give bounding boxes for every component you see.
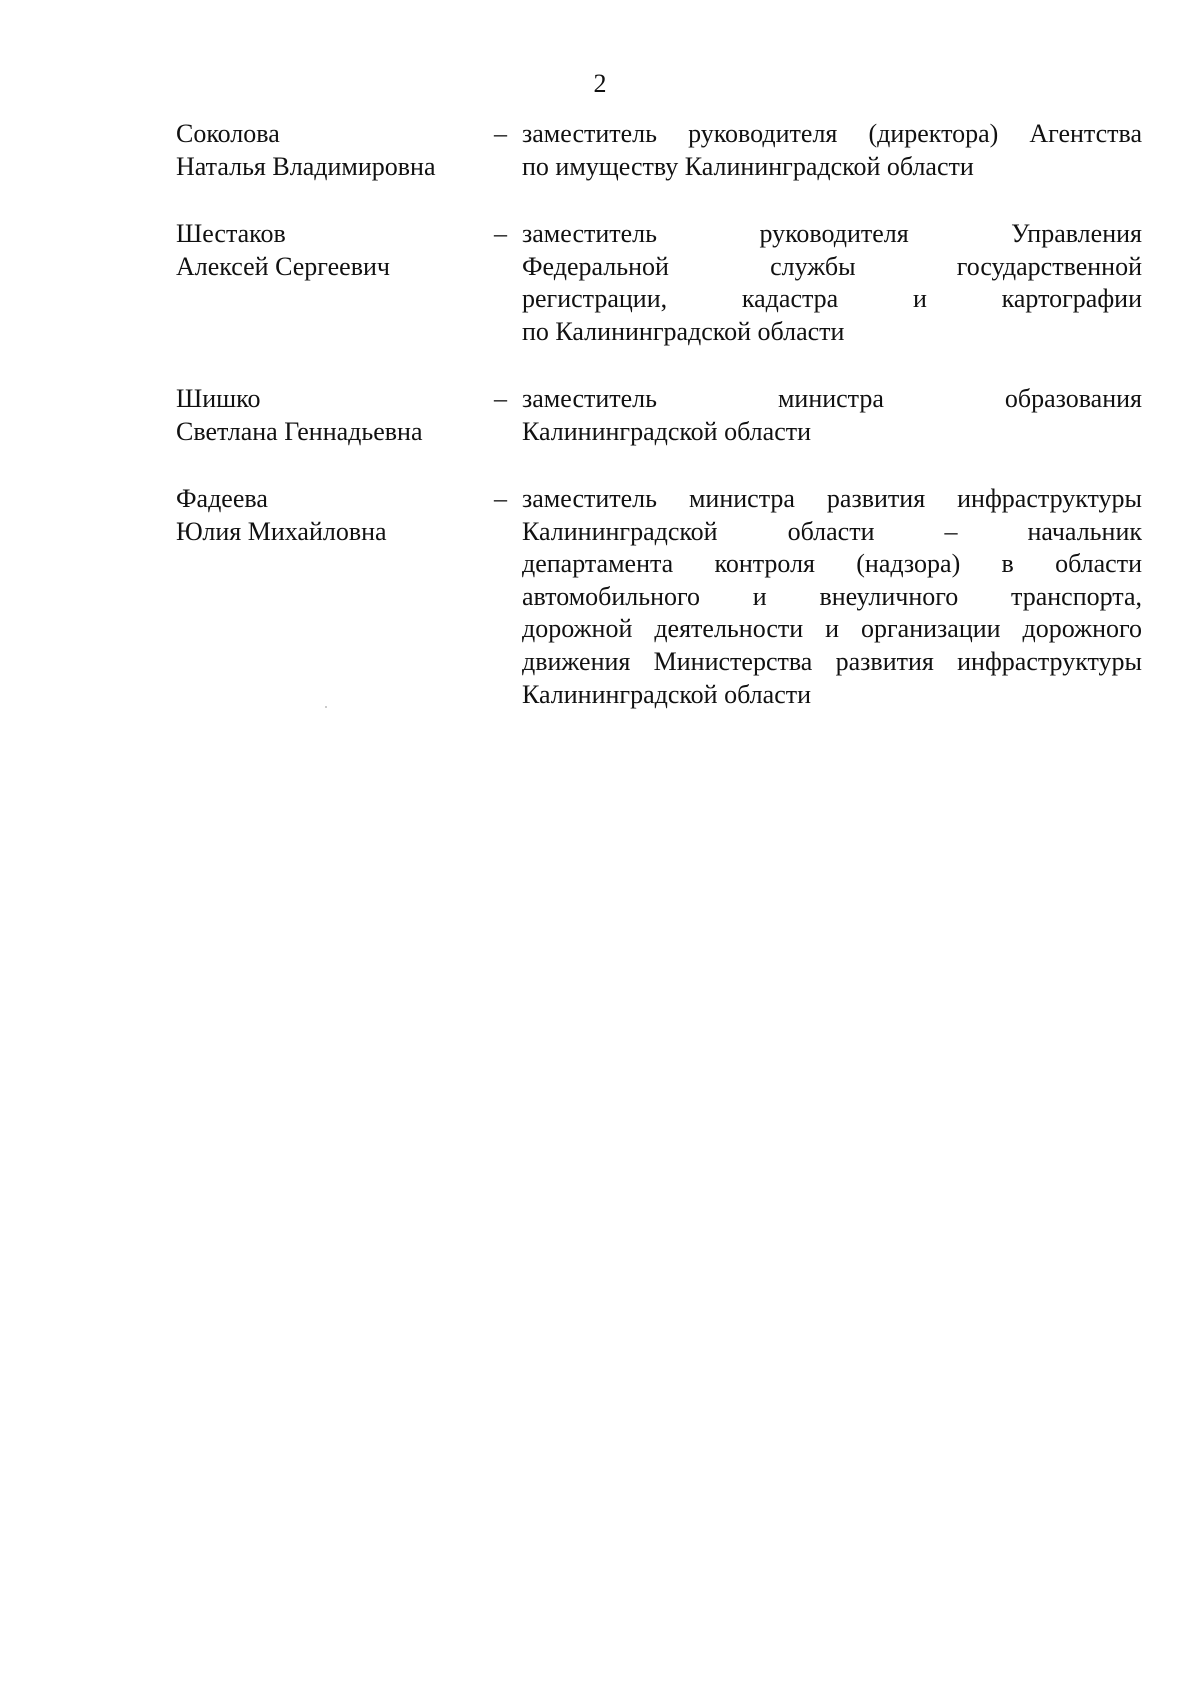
member-surname: Шишко (176, 384, 261, 413)
role-line: по имуществу Калининградской области (522, 151, 974, 181)
member-surname: Шестаков (176, 219, 286, 248)
member-given-name: Наталья Владимировна (176, 151, 436, 181)
member-given-name: Светлана Геннадьевна (176, 416, 423, 446)
role-line: заместитель руководителя Управления (522, 219, 1142, 248)
separator-dash: – (494, 119, 507, 148)
role-line: Калининградской области (522, 679, 812, 709)
role-line: по Калининградской области (522, 316, 845, 346)
scan-speck (325, 706, 327, 708)
member-role (522, 383, 1142, 448)
member-role (522, 483, 1142, 711)
member-name (176, 383, 476, 448)
member-role (522, 218, 1142, 348)
separator-dash: – (494, 484, 507, 513)
separator-dash: – (494, 384, 507, 413)
role-line: заместитель руководителя (директора) Агентства (522, 119, 1142, 148)
member-name (176, 118, 476, 183)
member-name (176, 483, 476, 548)
member-given-name: Алексей Сергеевич (176, 251, 390, 281)
member-given-name: Юлия Михайловна (176, 516, 387, 546)
page-number: 2 (593, 69, 607, 98)
role-line: регистрации, кадастра и картографии (522, 284, 1142, 314)
member-surname: Фадеева (176, 484, 268, 513)
role-line: Калининградской области – начальник (522, 516, 1142, 546)
role-line: движения Министерства развития инфраструктуры (522, 646, 1142, 676)
separator-dash: – (494, 219, 507, 248)
member-surname: Соколова (176, 119, 280, 148)
role-line: заместитель министра развития инфраструктуры (522, 484, 1142, 513)
role-line: дорожной деятельности и организации дорожного (522, 614, 1142, 644)
member-name (176, 218, 476, 283)
role-line: департамента контроля (надзора) в области (522, 549, 1142, 579)
role-line: автомобильного и внеуличного транспорта, (522, 581, 1142, 611)
role-line: заместитель министра образования (522, 384, 1142, 413)
member-role (522, 118, 1142, 183)
role-line: Калининградской области (522, 416, 812, 446)
role-line: Федеральной службы государственной (522, 251, 1142, 281)
